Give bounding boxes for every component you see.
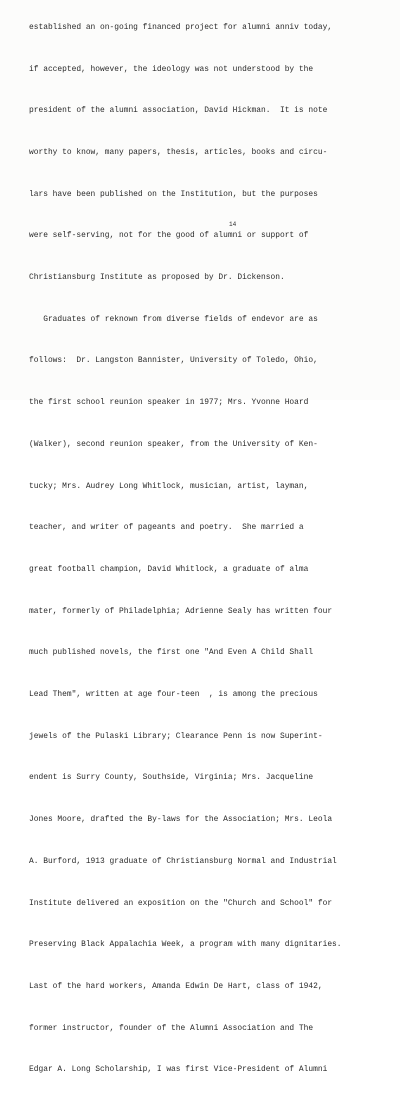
text-line: Institute delivered an exposition on the "Church and School" for: [29, 898, 333, 908]
text-line: established an on-going financed project for alumni anniv today,: [29, 22, 333, 32]
text-line: Christiansburg Institute as proposed by Dr. Dickenson.: [29, 273, 285, 283]
footnote-mark: 14: [229, 221, 237, 228]
text-line: Jones Moore, drafted the By-laws for the Association; Mrs. Leola: [29, 815, 333, 825]
text-line: Lead Them", written at age four-teen , is among the precious: [29, 690, 318, 700]
text-line: tucky; Mrs. Audrey Long Whitlock, musician, artist, layman,: [29, 481, 309, 491]
text-line: much published novels, the first one "And Even A Child Shall: [29, 648, 314, 658]
page-body-text: [29, 0, 389, 1105]
text-line: A. Burford, 1913 graduate of Christiansburg Normal and Industrial: [29, 856, 337, 866]
text-line: the first school reunion speaker in 1977; Mrs. Yvonne Hoard: [29, 398, 309, 408]
text-line: president of the alumni association, David Hickman. It is note: [29, 106, 328, 116]
text-line: if accepted, however, the ideology was not understood by the: [29, 64, 314, 74]
text-line: Graduates of reknown from diverse fields of endevor are as: [29, 314, 318, 324]
text-line: great football champion, David Whitlock, a graduate of alma: [29, 564, 309, 574]
text-line: follows: Dr. Langston Bannister, University of Toledo, Ohio,: [29, 356, 318, 366]
text-line: teacher, and writer of pageants and poetry. She married a: [29, 523, 304, 533]
text-line: endent is Surry County, Southside, Virginia; Mrs. Jacqueline: [29, 773, 314, 783]
text-line: Preserving Black Appalachia Week, a program with many dignitaries.: [29, 940, 342, 950]
text-line: worthy to know, many papers, thesis, articles, books and circu-: [29, 147, 328, 157]
text-line: were self-serving, not for the good of alumni or support of: [29, 231, 309, 241]
text-line: jewels of the Pulaski Library; Clearance Penn is now Superint-: [29, 731, 323, 741]
text-line: mater, formerly of Philadelphia; Adrienne Sealy has written four: [29, 606, 333, 616]
text-line: Last of the hard workers, Amanda Edwin De Hart, class of 1942,: [29, 981, 323, 991]
text-line: (Walker), second reunion speaker, from the University of Ken-: [29, 439, 318, 449]
text-line: Edgar A. Long Scholarship, I was first Vice-President of Alumni: [29, 1065, 328, 1075]
text-line: lars have been published on the Institution, but the purposes: [29, 189, 318, 199]
text-line: former instructor, founder of the Alumni Association and The: [29, 1023, 314, 1033]
